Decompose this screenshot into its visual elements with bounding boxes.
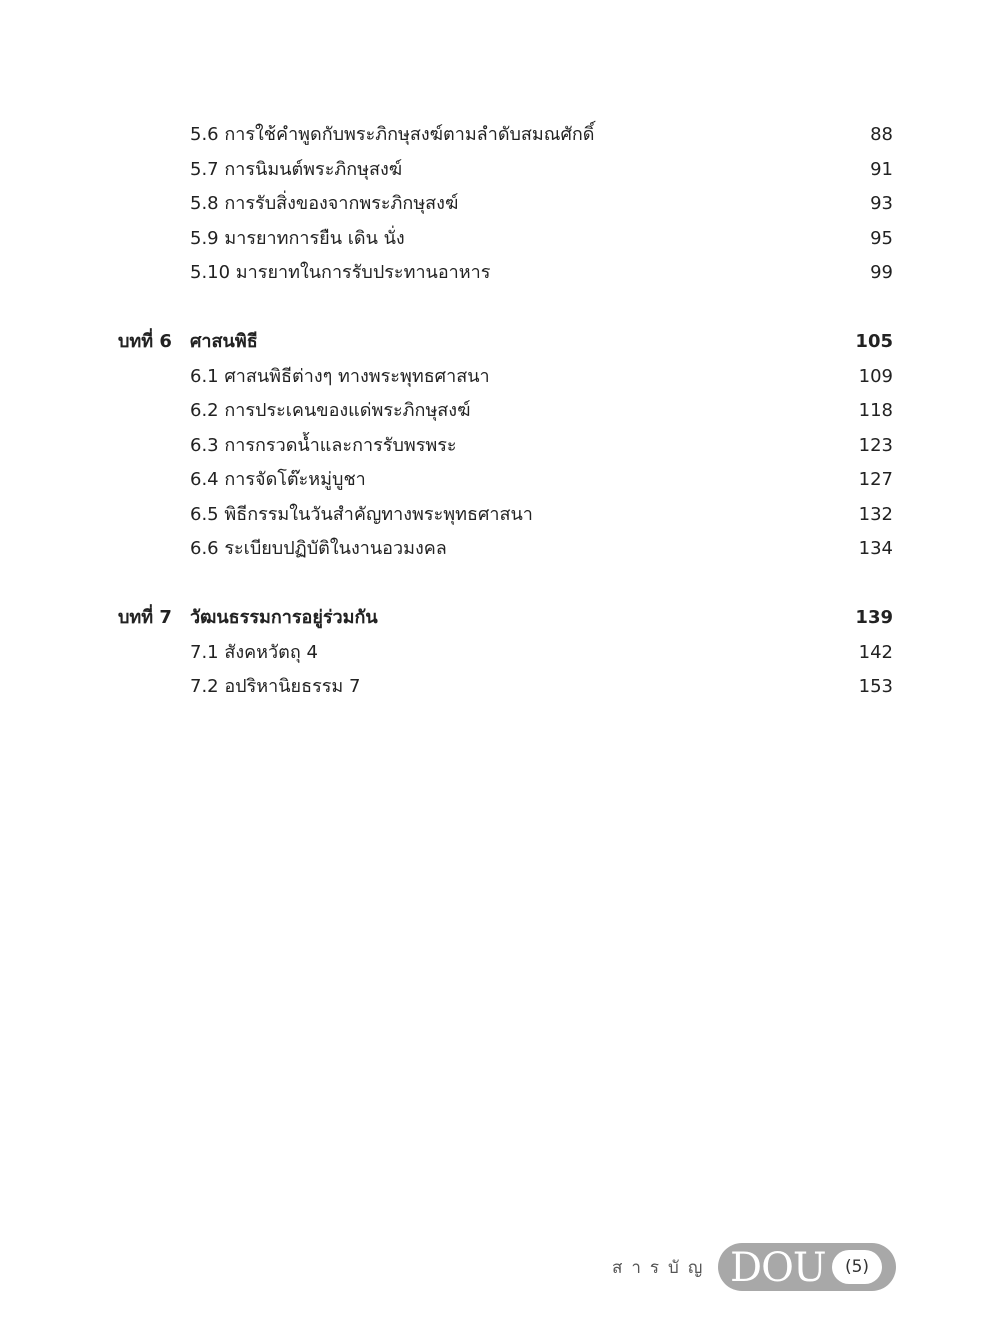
toc-entry-page: 134	[858, 538, 893, 559]
toc-entry-page: 153	[858, 676, 893, 697]
toc-entry-5-8[interactable]	[190, 187, 893, 221]
toc-entry-6-6[interactable]	[190, 532, 893, 566]
toc-entry-label: 6.2 การประเคนของแด่พระภิกษุสงฆ์	[190, 400, 471, 421]
toc-entry-5-7[interactable]	[190, 153, 893, 187]
toc-entry-6-4[interactable]	[190, 463, 893, 497]
chapter-page: 139	[855, 607, 893, 628]
toc-entry-7-1[interactable]	[190, 636, 893, 670]
toc-entry-label: 6.1 ศาสนพิธีต่างๆ ทางพระพุทธศาสนา	[190, 366, 490, 387]
footer-section-label: สารบัญ	[612, 1258, 712, 1278]
chapter-number: บทที่ 6	[118, 331, 172, 352]
toc-entry-page: 88	[870, 124, 893, 145]
toc-entry-5-6[interactable]	[190, 118, 893, 152]
toc-entry-page: 127	[858, 469, 893, 490]
toc-entry-label: 6.4 การจัดโต๊ะหมู่บูชา	[190, 469, 366, 490]
toc-chapter-7[interactable]	[118, 601, 893, 635]
toc-entry-5-9[interactable]	[190, 222, 893, 256]
toc-entry-page: 142	[858, 642, 893, 663]
toc-entry-page: 91	[870, 159, 893, 180]
toc-entry-5-10[interactable]	[190, 256, 893, 290]
toc-entry-page: 123	[858, 435, 893, 456]
toc-entry-page: 132	[858, 504, 893, 525]
toc-entry-page: 109	[858, 366, 893, 387]
toc-entry-label: 7.2 อปริหานิยธรรม 7	[190, 676, 361, 697]
toc-entry-label: 5.7 การนิมนต์พระภิกษุสงฆ์	[190, 159, 403, 180]
page-number: (5)	[832, 1250, 882, 1284]
toc-entry-label: 5.10 มารยาทในการรับประทานอาหาร	[190, 262, 491, 283]
toc-entry-page: 93	[870, 193, 893, 214]
toc-entry-label: 6.3 การกรวดน้ำและการรับพรพระ	[190, 435, 457, 456]
toc-entry-page: 99	[870, 262, 893, 283]
toc-entry-7-2[interactable]	[190, 670, 893, 704]
toc-entry-6-3[interactable]	[190, 429, 893, 463]
toc-entry-label: 7.1 สังคหวัตถุ 4	[190, 642, 318, 663]
toc-entry-6-1[interactable]	[190, 360, 893, 394]
chapter-number: บทที่ 7	[118, 607, 172, 628]
chapter-page: 105	[855, 331, 893, 352]
toc-entry-6-5[interactable]	[190, 498, 893, 532]
toc-entry-label: 6.5 พิธีกรรมในวันสำคัญทางพระพุทธศาสนา	[190, 504, 533, 525]
toc-chapter-6[interactable]	[118, 325, 893, 359]
page-badge	[718, 1243, 896, 1291]
toc-entry-page: 95	[870, 228, 893, 249]
toc-entry-label: 5.9 มารยาทการยืน เดิน นั่ง	[190, 228, 405, 249]
toc-entry-label: 5.8 การรับสิ่งของจากพระภิกษุสงฆ์	[190, 193, 459, 214]
chapter-title: วัฒนธรรมการอยู่ร่วมกัน	[190, 607, 378, 628]
toc-entry-page: 118	[858, 400, 893, 421]
toc-entry-label: 5.6 การใช้คำพูดกับพระภิกษุสงฆ์ตามลำดับสมณศักดิ์	[190, 124, 595, 145]
brand-logo: DOU	[730, 1245, 826, 1291]
toc-entry-label: 6.6 ระเบียบปฏิบัติในงานอวมงคล	[190, 538, 447, 559]
toc-entry-6-2[interactable]	[190, 394, 893, 428]
chapter-title: ศาสนพิธี	[190, 331, 258, 352]
